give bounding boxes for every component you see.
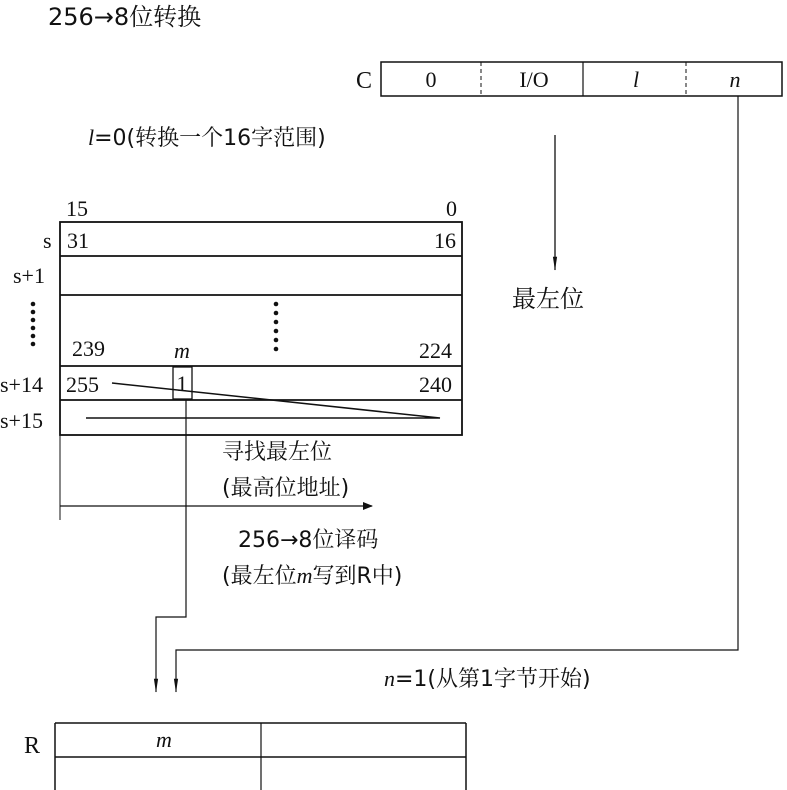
n-note-text: =1(从第1字节开始) bbox=[395, 667, 591, 692]
row-s14-right-value: 240 bbox=[419, 372, 452, 397]
memory-block bbox=[60, 222, 462, 435]
decode-label-post: 写到R中) bbox=[312, 564, 403, 589]
register-r-field-m: m bbox=[156, 727, 172, 752]
m-to-r-path bbox=[156, 399, 186, 692]
register-r-label: R bbox=[24, 733, 41, 759]
search-label-line1: 寻找最左位 bbox=[222, 440, 333, 465]
decode-label-pre: (最左位 bbox=[222, 564, 297, 589]
decode-label-line1: 256→8位译码 bbox=[238, 528, 379, 553]
addr-s-plus-15: s+15 bbox=[0, 408, 43, 433]
n-note-var: n bbox=[384, 666, 395, 691]
register-c-label: C bbox=[356, 68, 373, 94]
register-c-field-n: n bbox=[729, 67, 741, 92]
addr-s-plus-14: s+14 bbox=[0, 372, 43, 397]
ellipsis-left bbox=[31, 302, 36, 347]
row-s-right-value: 16 bbox=[434, 228, 456, 253]
bit-high-label: 15 bbox=[66, 196, 88, 221]
decode-label-var: m bbox=[296, 563, 313, 588]
register-c-field-0: 0 bbox=[425, 67, 437, 92]
l-note-text: =0(转换一个16字范围) bbox=[94, 126, 326, 151]
ellipsis-center bbox=[274, 302, 279, 352]
m-bit-value: 1 bbox=[176, 371, 188, 396]
addr-s-plus-1: s+1 bbox=[13, 263, 45, 288]
decode-label-line2 bbox=[222, 563, 402, 589]
title: 256→8位转换 bbox=[48, 3, 202, 31]
addr-s: s bbox=[43, 228, 52, 253]
leftmost-label: 最左位 bbox=[512, 285, 584, 313]
bit-low-label: 0 bbox=[446, 196, 457, 221]
register-c bbox=[381, 62, 782, 96]
l-note bbox=[88, 125, 326, 151]
row-s14-left-value: 255 bbox=[66, 372, 99, 397]
register-c-field-l: l bbox=[632, 67, 640, 92]
n-note bbox=[384, 666, 591, 692]
search-label-line2: (最高位地址) bbox=[222, 476, 350, 501]
n-to-r-path bbox=[176, 96, 738, 692]
row-3-left-value: 239 bbox=[72, 336, 105, 361]
l-note-var: l bbox=[88, 125, 95, 150]
row-s-left-value: 31 bbox=[67, 228, 89, 253]
register-c-field-io: I/O bbox=[519, 67, 549, 92]
m-label: m bbox=[174, 338, 190, 363]
row-3-right-value: 224 bbox=[419, 338, 452, 363]
